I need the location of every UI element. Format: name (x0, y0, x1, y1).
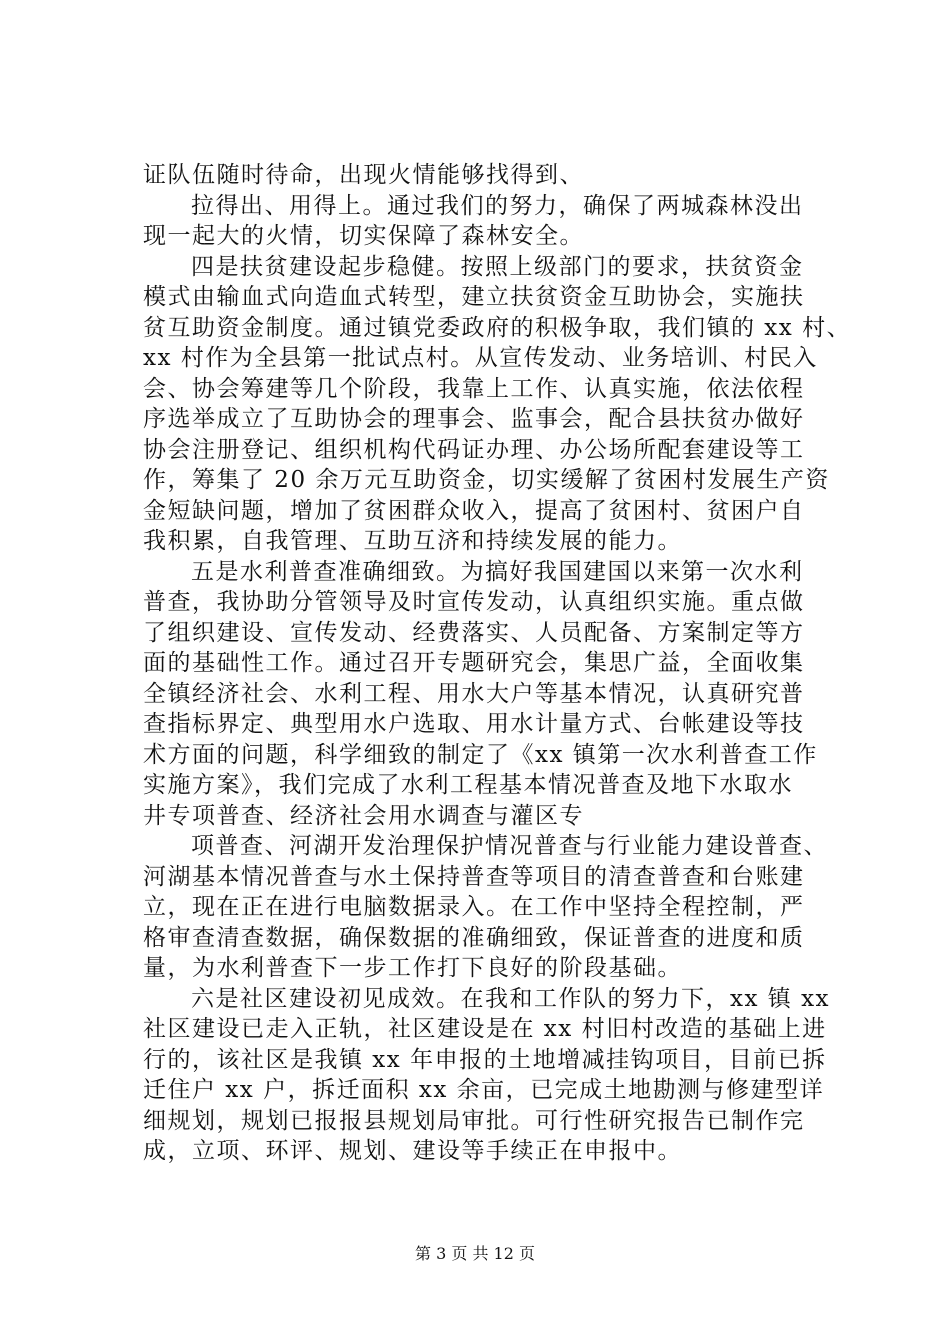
text-line: 全镇经济社会、水利工程、用水大户等基本情况，认真研究普 (143, 680, 805, 707)
text-line: 量，为水利普查下一步工作打下良好的阶段基础。 (143, 955, 682, 981)
text-line: 格审查清查数据，确保数据的准确细致，保证普查的进度和质 (143, 924, 805, 951)
text-line: 术方面的问题，科学细致的制定了《xx 镇第一次水利普查工作 (143, 741, 818, 768)
text-line: 面的基础性工作。通过召开专题研究会，集思广益，全面收集 (143, 650, 805, 676)
text-line: 项普查、河湖开发治理保护情况普查与行业能力建设普查、 (191, 833, 828, 859)
text-line: 立，现在正在进行电脑数据录入。在工作中坚持全程控制，严 (143, 894, 805, 920)
document-body (143, 160, 852, 1167)
text-line: 证队伍随时待命，出现火情能够找得到、 (143, 162, 584, 188)
page-number: 第 3 页 共 12 页 (415, 1244, 535, 1263)
text-line: 现一起大的火情，切实保障了森林安全。 (143, 223, 584, 249)
text-line: 普查，我协助分管领导及时宣传发动，认真组织实施。重点做 (143, 589, 805, 615)
text-line: 查指标界定、典型用水户选取、用水计量方式、台帐建设等技 (143, 711, 805, 737)
text-line: 行的，该社区是我镇 xx 年申报的土地增减挂钩项目，目前已拆 (143, 1046, 827, 1073)
text-line: 四是扶贫建设起步稳健。按照上级部门的要求，扶贫资金 (191, 253, 804, 280)
page-footer (0, 1244, 950, 1264)
text-line: 社区建设已走入正轨，社区建设是在 xx 村旧村改造的基础上进 (143, 1016, 827, 1042)
text-line: 井专项普查、经济社会用水调查与灌区专 (143, 802, 584, 829)
text-line: xx 村作为全县第一批试点村。从宣传发动、业务培训、村民入 (143, 345, 818, 371)
text-line: 作，筹集了 20 余万元互助资金，切实缓解了贫困村发展生产资 (143, 467, 830, 493)
text-line: 河湖基本情况普查与水土保持普查等项目的清查普查和台账建 (143, 863, 805, 890)
text-line: 六是社区建设初见成效。在我和工作队的努力下，xx 镇 xx (191, 985, 831, 1012)
text-line: 贫互助资金制度。通过镇党委政府的积极争取，我们镇的 xx 村、 (143, 314, 852, 341)
text-line: 迁住户 xx 户，拆迁面积 xx 余亩，已完成土地勘测与修建型详 (143, 1077, 825, 1103)
text-line: 模式由输血式向造血式转型，建立扶贫资金互助协会，实施扶 (143, 284, 805, 310)
text-line: 成，立项、环评、规划、建设等手续正在申报中。 (143, 1138, 682, 1164)
text-line: 金短缺问题，增加了贫困群众收入，提高了贫困村、贫困户自 (143, 497, 805, 524)
text-line: 会、协会筹建等几个阶段，我靠上工作、认真实施，依法依程 (143, 375, 805, 402)
text-line: 细规划，规划已报报县规划局审批。可行性研究报告已制作完 (143, 1107, 805, 1134)
text-line: 协会注册登记、组织机构代码证办理、办公场所配套建设等工 (143, 436, 805, 463)
text-line: 实施方案》，我们完成了水利工程基本情况普查及地下水取水 (143, 772, 793, 798)
text-line: 拉得出、用得上。通过我们的努力，确保了两城森林没出 (191, 192, 804, 219)
text-line: 五是水利普查准确细致。为搞好我国建国以来第一次水利 (191, 558, 804, 585)
text-line: 序选举成立了互助协会的理事会、监事会，配合县扶贫办做好 (143, 406, 805, 432)
text-line: 了组织建设、宣传发动、经费落实、人员配备、方案制定等方 (143, 619, 805, 646)
text-line: 我积累，自我管理、互助互济和持续发展的能力。 (143, 528, 682, 554)
